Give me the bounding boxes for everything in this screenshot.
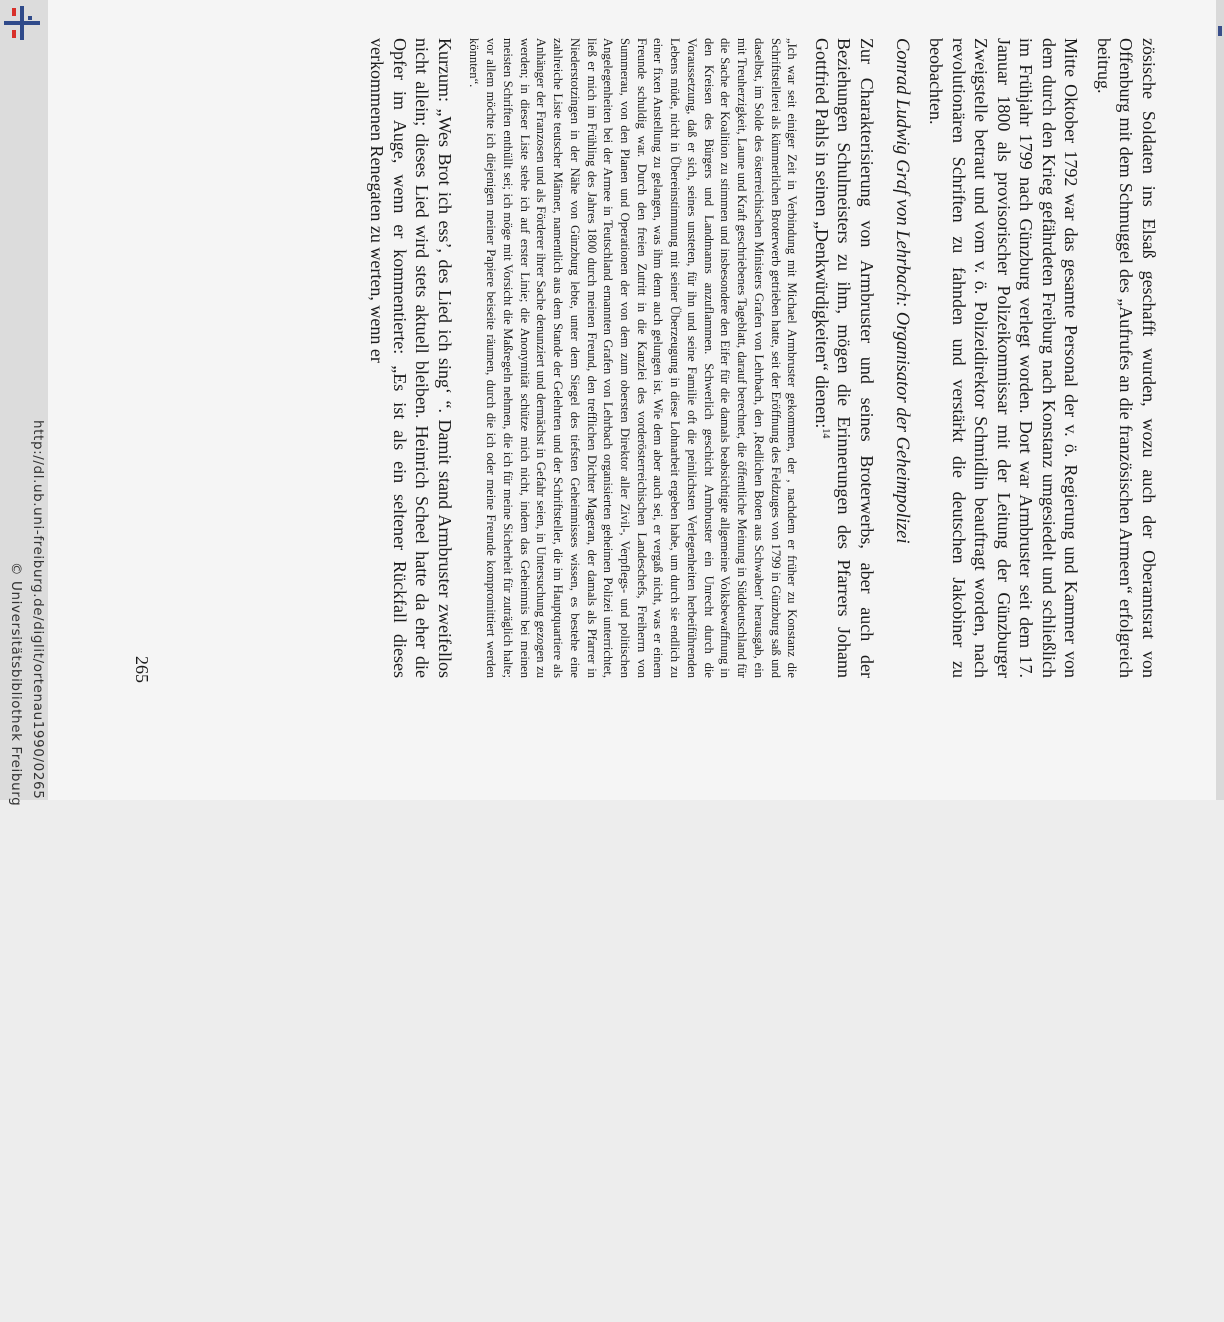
copyright-notice: © Universitätsbibliothek Freiburg [8, 562, 24, 807]
source-url[interactable]: http://dl.ub.uni-freiburg.de/diglit/ortenau1990/0265 [30, 420, 46, 800]
viewer-right-edge [1216, 0, 1224, 800]
source-attribution [4, 0, 48, 807]
viewer-left-margin [0, 0, 48, 807]
intro-text: Zur Charakterisierung von Armbruster und seines Broterwerbs, aber auch der Beziehungen Schulmeisters zu ihm, mögen die Erinnerungen des Pfarrers Johann Gottfried Pahls in seinen „Denkwürdigkeiten“ dienen: [811, 38, 877, 678]
paragraph-1: zösische Soldaten ins Elsaß geschafft wurden, wozu auch der Oberamtsrat von Offenburg mit dem Schmuggel des „Aufrufes an die französischen Armeen“ erfolgreich beitrug. [1094, 38, 1159, 678]
footnote-ref: 14 [819, 428, 831, 439]
intro-paragraph [810, 38, 878, 678]
page-body [130, 38, 1160, 683]
block-quote: „Ich war seit einiger Zeit in Verbindung mit Michael Armbruster gekommen, der , nachdem er früher zu Konstanz die Schriftstellerei als kümmerlichen Broterwerb getrieben hatte, seit der Eröffnung des Feldzuges von 1799 in Günzburg saß und daselbst, im Solde des österreichischen Ministers Grafen von Lehrbach, den ‚Redlichen Boten aus Schwaben‘ herausgab, ein mit Treuherzigkeit, Laune und Kraft geschriebenes Tageblatt, darauf berechnet, die öffentliche Meinung in Süddeutschland für die Sache der Koalition zu stimmen und insbesondere den Eifer für die damals beabsichtigte allgemeine Volksbewaffnung in den Kreisen des Bürgers und Landmanns anzuflammen. Schwerlich geschicht Armbruster ein Unrecht durch die Voraussetzung, daß er sich, seines unsteten, für ihn und seine Familie oft die peinlichsten Verlegenheiten herbeiführenden Lebens müde, nicht in Übereinstimmung mit seiner Überzeugung in diese Lohnarbeit ergeben habe, um durch sie endlich zu einer fixen Anstellung zu gelangen, was ihm denn auch gelungen ist. Wie dem aber auch sei, er vergaß nicht, was er einem Freunde schuldig war. Durch den freien Zutritt in die Kanzlei des vorderösterreichischen Landeschefs, Freiherrn von Summerau, von den Planen und Operationen der von dem zum obersten Direktor aller Zivil-, Verpflegs- und politischen Angelegenheiten bei der Armee in Teutschland ernannten Grafen von Lehrbach organisierten geheimen Polizei unterrichtet, ließ er mich im Frühling des Jahres 1800 durch meinen Freund, den trefflichen Dichter Mageran, der damals als Pfarrer in Niederstotzingen in der Nähe von Günzburg lebte, unter dem Siegel des tiefsten Geheimnisses wissen, es bestehe eine zahlreiche Liste teutscher Männer, namentlich aus dem Stande der Gelehrten und der Schriftsteller, die im Hauptquartiere als Anhänger der Franzosen und als Förderer ihrer Sache denunziert und dermächst in Gefahr seien, in Untersuchung gezogen zu werden; in dieser Liste stehe ich auf erster Linie; die Anonymität schütze mich nicht, indem das Geheimnis bei meinen meisten Schriften enthüllt sei; ich möge mit Vorsicht die Maßregeln nehmen, die ich für meine Sicherheit für zuträglich halte; vor allem möchte ich diejenigen meiner Papiere beiseite räumen, durch die ich oder meine Freunde kompromittiert werden könnten“. [467, 38, 800, 678]
scanned-page [48, 0, 1216, 800]
paragraph-2: Mitte Oktober 1792 war das gesamte Personal der v. ö. Regierung und Kammer von dem durch den Krieg gefährdeten Freiburg nach Konstanz umgesiedelt und schließlich im Frühjahr 1799 nach Günzburg verlegt worden. Dort war Armbruster seit dem 17. Januar 1800 als provisorischer Polizeikommissar mit der Leitung der Günzburger Zweigstelle betraut und vom v. ö. Polizeidirektor Schmidlin beauftragt worden, nach revolutionären Schriften zu fahnden und verstärkt die deutschen Jakobiner zu beobachten. [926, 38, 1082, 678]
edge-marker [1218, 26, 1222, 36]
page-number: 265 [132, 656, 152, 683]
closing-paragraph: Kurzum: „Wes Brot ich ess’, des Lied ich sing‘ “. Damit stand Armbruster zweifellos nicht allein; dieses Lied wird stets aktuell bleiben. Heinrich Scheel hatte da eher die Opfer im Auge, wenn er kommentierte: „Es ist als ein seltener Rückfall dieses verkommenen Renegaten zu werten, wenn er [367, 38, 455, 678]
section-heading: Conrad Ludwig Graf von Lehrbach: Organisator der Geheimpolizei [892, 38, 912, 544]
